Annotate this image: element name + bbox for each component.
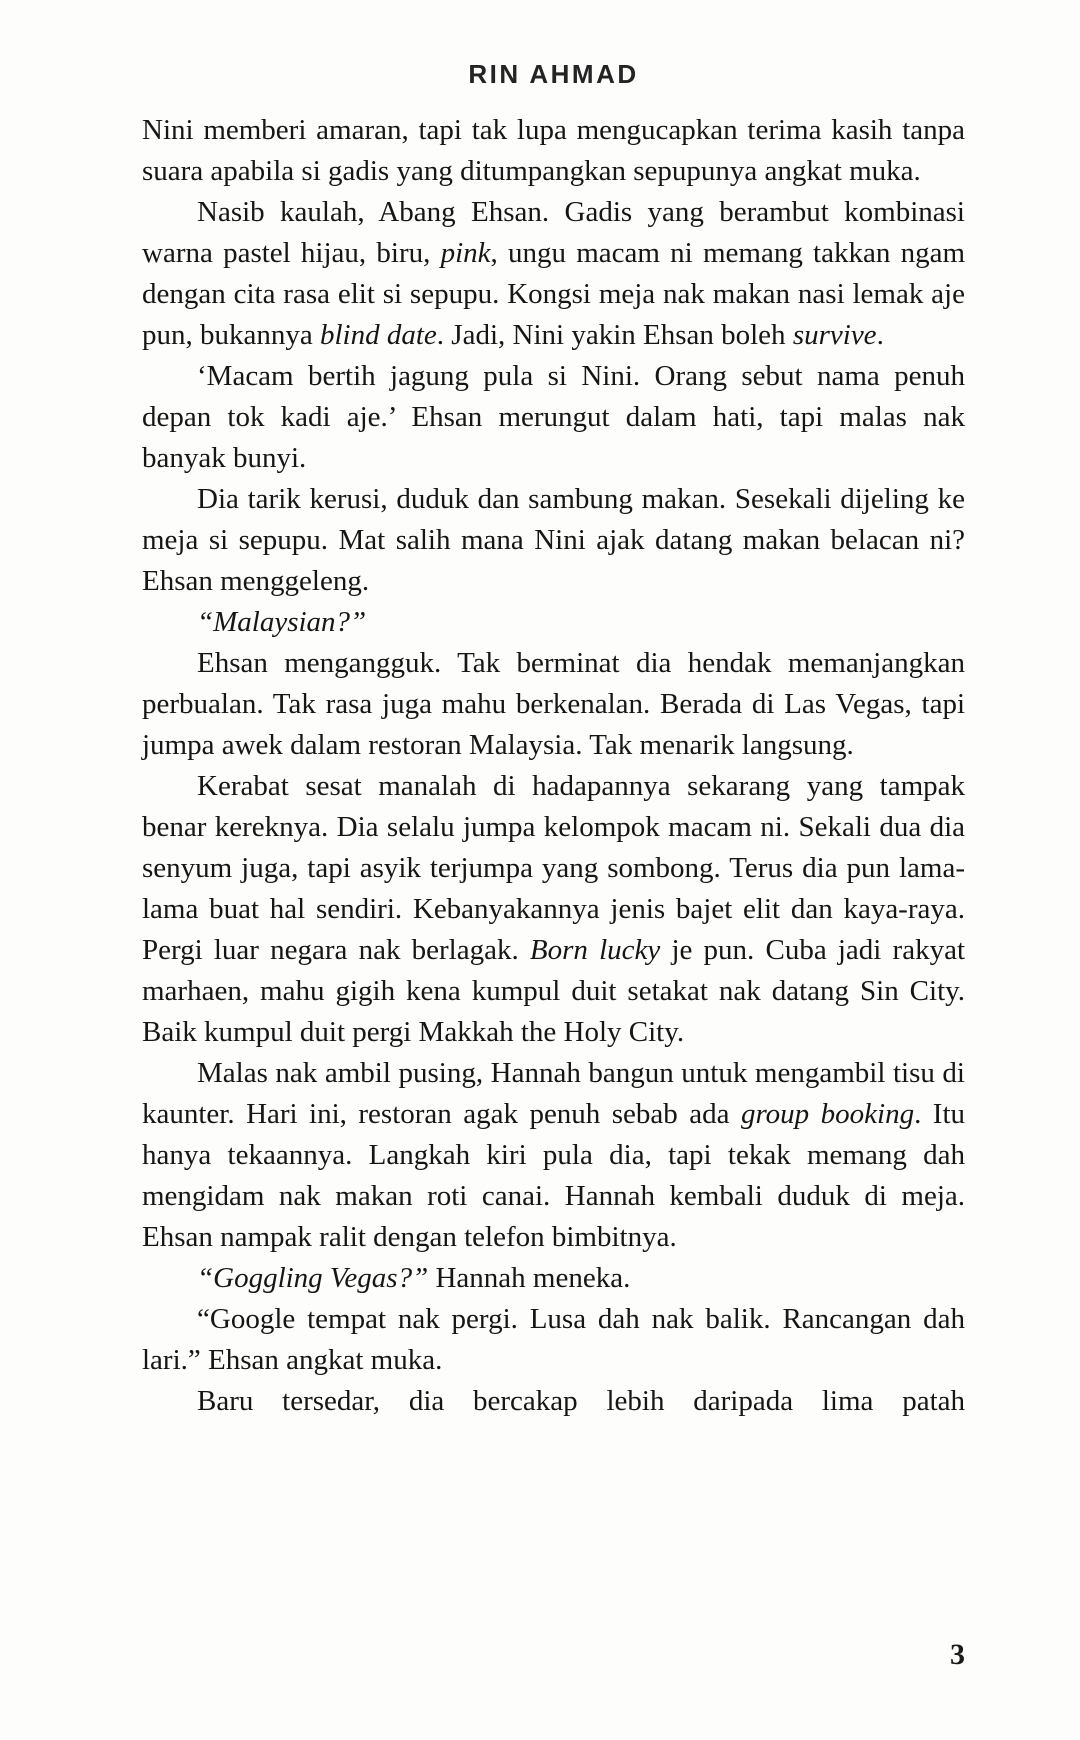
paragraph [142,1299,965,1381]
text-run: je pun. Cuba jadi rakyat marhaen, mahu gigih kena kumpul duit setakat nak datang Sin City. Baik kumpul duit pergi Makkah the Holy City. [142,934,966,1048]
italic-text-run: group booking [740,1098,915,1130]
body-text-block [142,110,965,1422]
text-run: Nasib kaulah, Abang Ehsan. Gadis yang berambut kombinasi warna pastel hijau, biru, [142,196,965,269]
italic-text-run: blind date [320,319,437,351]
paragraph [142,1381,965,1422]
paragraph [142,110,965,192]
italic-text-run: Born lucky [529,934,661,966]
text-run: , ungu macam ni memang takkan ngam dengan cita rasa elit si sepupu. Kongsi meja nak makan nasi lemak aje pun, bukannya [142,237,966,351]
paragraph [142,192,965,356]
paragraph [142,356,965,479]
italic-text-run: survive [792,319,877,351]
paragraph [142,766,965,1053]
paragraph [142,479,965,602]
text-run: Baru tersedar, dia bercakap lebih daripada lima patah [197,1385,965,1417]
text-run: Hannah meneka. [428,1262,631,1294]
running-head-author: RIN AHMAD [468,59,639,89]
text-run: . [876,319,884,351]
italic-text-run: pink [440,237,491,269]
text-run: “Google tempat nak pergi. Lusa dah nak balik. Rancangan dah lari.” Ehsan angkat muka. [142,1303,965,1376]
italic-text-run: “Malaysian?” [197,606,367,638]
paragraph [142,1053,965,1258]
text-run: Nini memberi amaran, tapi tak lupa mengucapkan terima kasih tanpa suara apabila si gadis yang ditumpangkan sepupunya angkat muka. [142,114,965,187]
page-number: 3 [950,1638,965,1671]
text-run: . Jadi, Nini yakin Ehsan boleh [436,319,793,351]
text-run: Malas nak ambil pusing, Hannah bangun untuk mengambil tisu di kaunter. Hari ini, restoran agak penuh sebab ada [142,1057,965,1130]
text-run: ‘Macam bertih jagung pula si Nini. Orang sebut nama penuh depan tok kadi aje.’ Ehsan merungut dalam hati, tapi malas nak banyak bunyi. [142,360,965,474]
text-run: Dia tarik kerusi, duduk dan sambung makan. Sesekali dijeling ke meja si sepupu. Mat salih mana Nini ajak datang makan belacan ni? Ehsan menggeleng. [142,483,965,597]
text-run: Ehsan mengangguk. Tak berminat dia hendak memanjangkan perbualan. Tak rasa juga mahu berkenalan. Berada di Las Vegas, tapi jumpa awek dalam restoran Malaysia. Tak menarik langsung. [142,647,965,761]
paragraph [142,1258,965,1299]
italic-text-run: “Goggling Vegas?” [197,1262,429,1294]
paragraph [142,602,965,643]
text-run: Kerabat sesat manalah di hadapannya sekarang yang tampak benar kereknya. Dia selalu jumpa kelompok macam ni. Sekali dua dia senyum juga, tapi asyik terjumpa yang sombong. Terus dia pun lama-lama buat hal sendiri. Kebanyakannya jenis bajet elit dan kaya-raya. Pergi luar negara nak berlagak. [142,770,965,966]
text-run: . Itu hanya tekaannya. Langkah kiri pula dia, tapi tekak memang dah mengidam nak makan roti canai. Hannah kembali duduk di meja. Ehsan nampak ralit dengan telefon bimbitnya. [142,1098,966,1253]
paragraph [142,643,965,766]
